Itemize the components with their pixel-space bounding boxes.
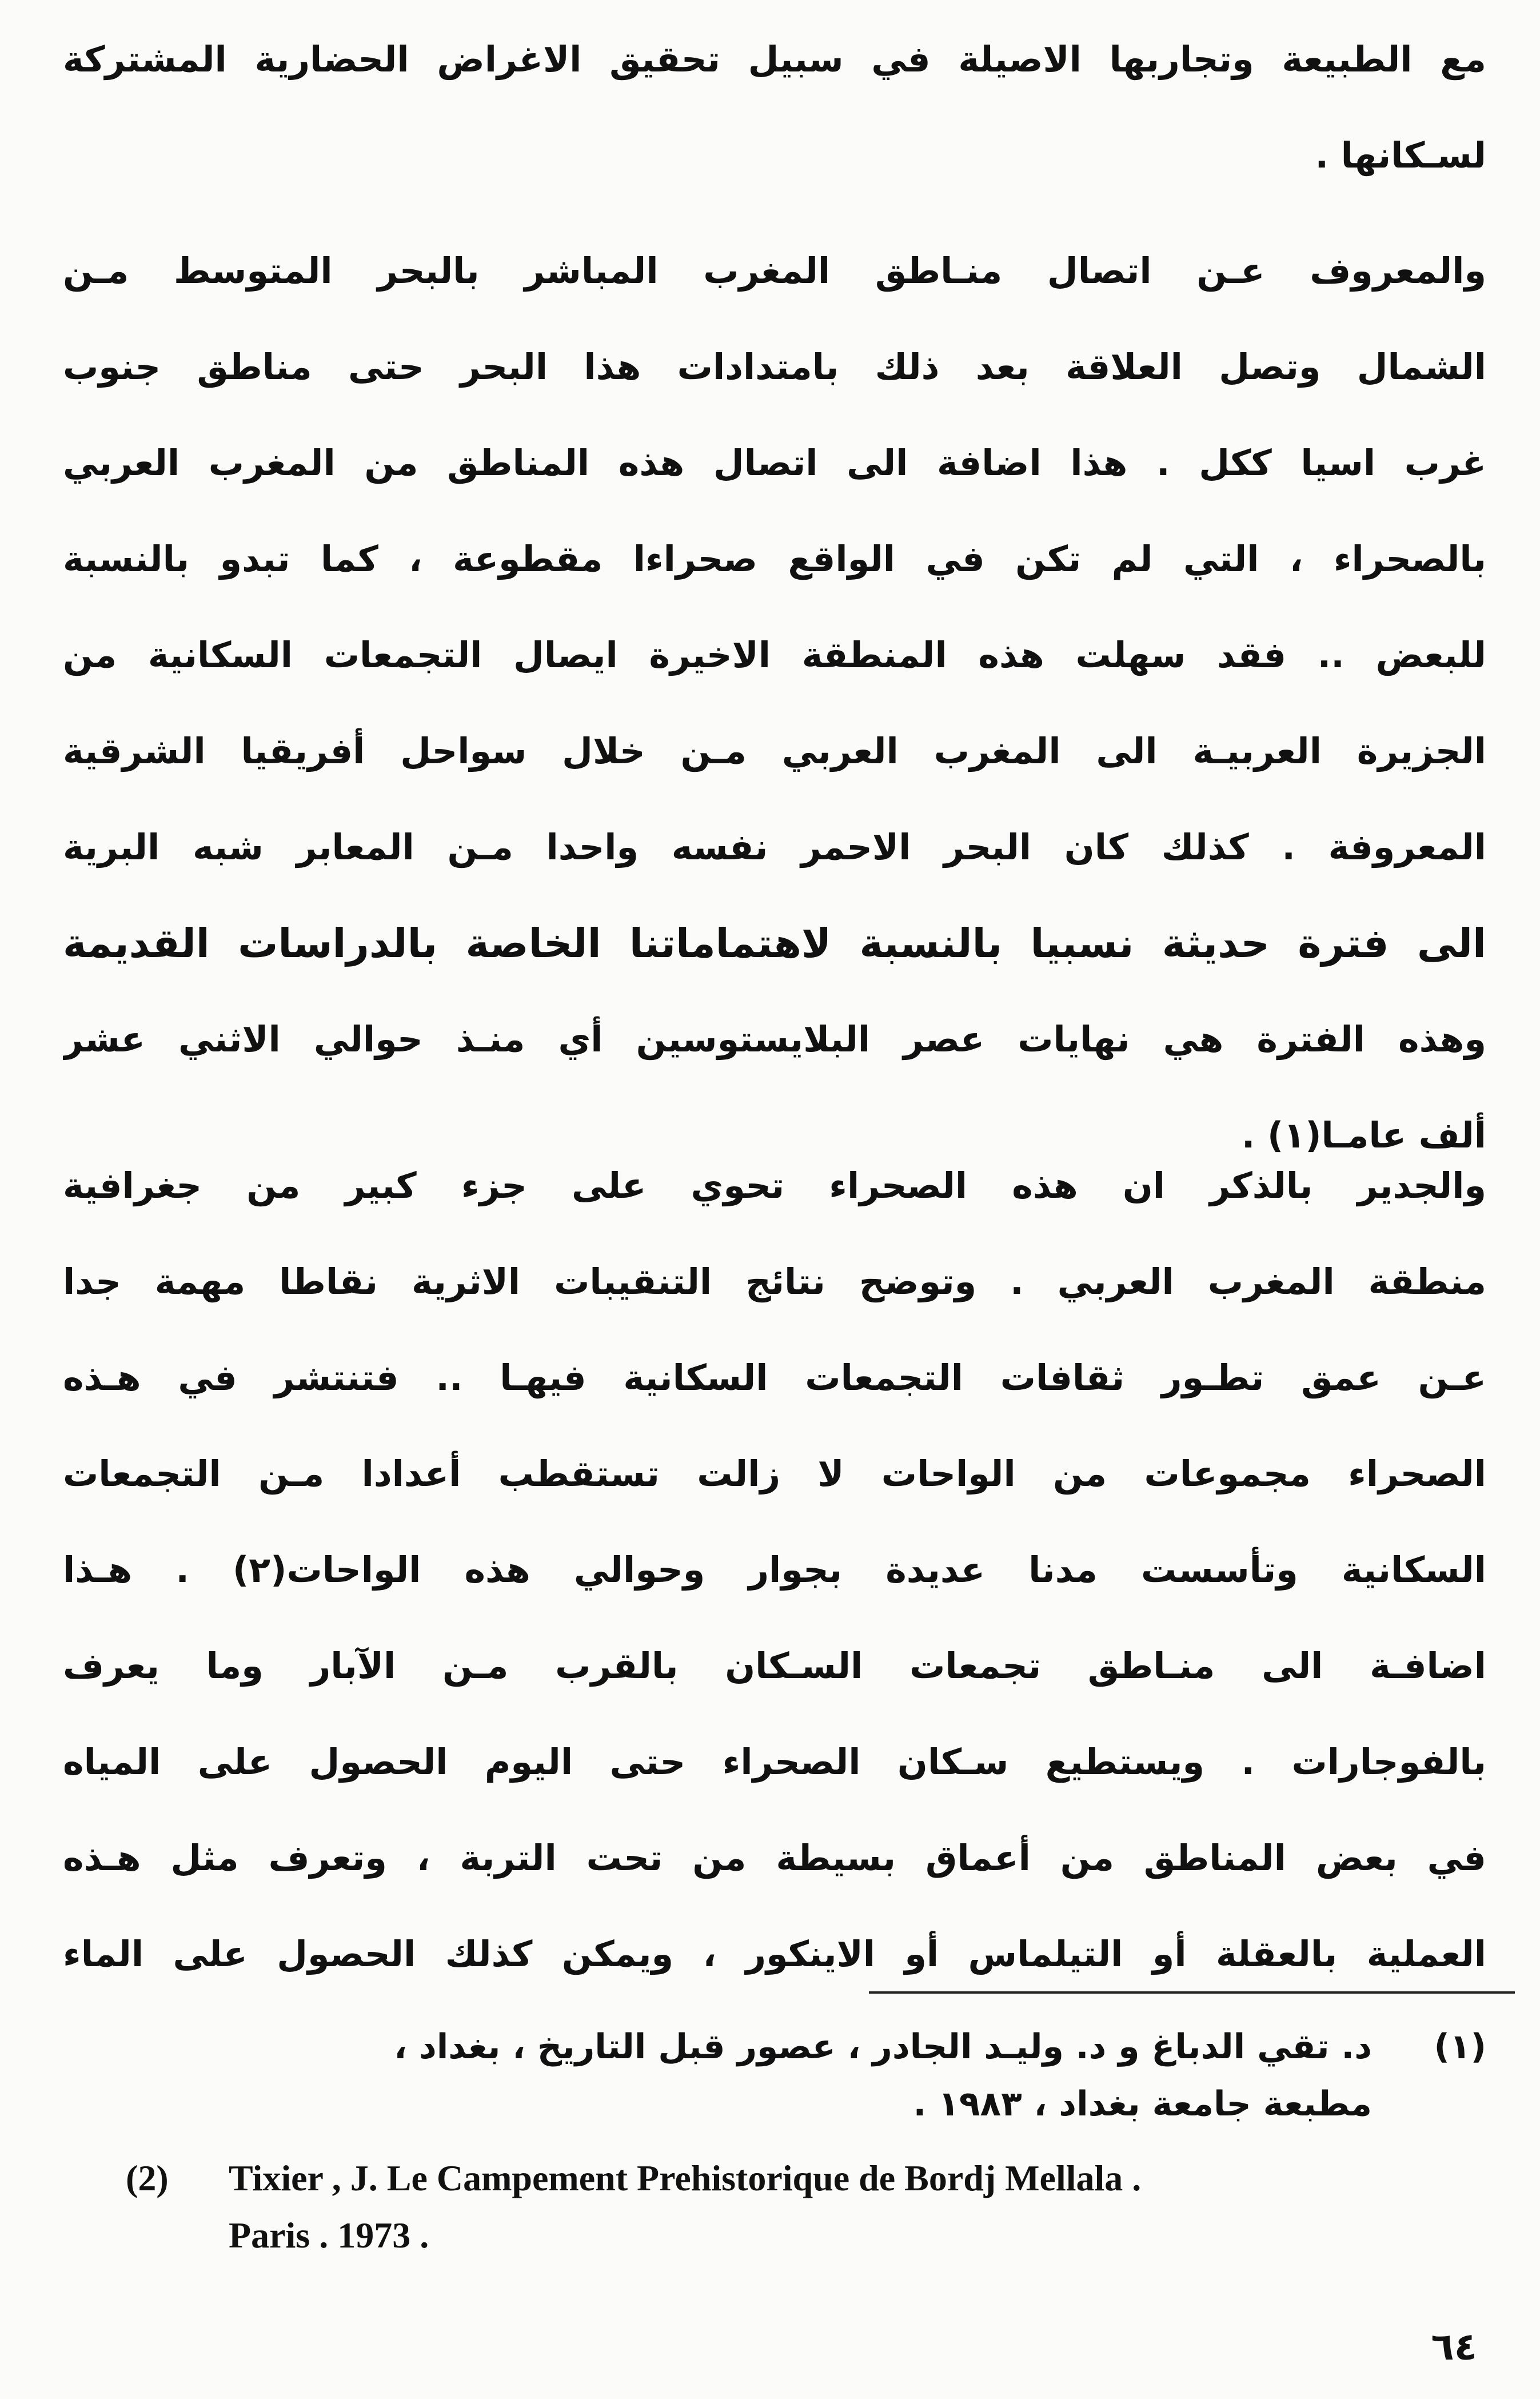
- paragraph-2: [63, 223, 1486, 1183]
- footnote-number: (١): [1434, 2027, 1486, 2067]
- paragraph-3: [63, 1138, 1486, 2002]
- text-line: المعروفة . كذلك كان البحر الاحمر نفسه واحدا مـن المعابر شبه البرية: [63, 826, 1486, 868]
- footnote-2: [86, 2150, 1486, 2264]
- text-line: بالفوجارات . ويستطيع سـكان الصحراء حتى اليوم الحصول على المياه: [63, 1741, 1486, 1783]
- text-line: الى فترة حديثة نسبيا بالنسبة لاهتماماتنا الخاصة بالدراسات القديمة: [63, 920, 1486, 967]
- text-line: منطقة المغرب العربي . وتوضح نتائج التنقيبات الاثرية نقاطا مهمة جدا: [63, 1261, 1486, 1302]
- footnote-line: Paris . 1973 .: [229, 2215, 429, 2255]
- text-line: غرب اسيا ككل . هذا اضافة الى اتصال هذه المناطق من المغرب العربي: [63, 442, 1486, 484]
- text-line: ألف عامـا(١) .: [1241, 1114, 1486, 1156]
- text-line: العملية بالعقلة أو التيلماس أو الاينكور ، ويمكن كذلك الحصول على الماء: [63, 1933, 1486, 1975]
- page-number: ٦٤: [1431, 2325, 1477, 2369]
- text-line: السكانية وتأسست مدنا عديدة بجوار وحوالي هذه الواحات(٢) . هـذا: [63, 1549, 1486, 1591]
- paragraph-1: [63, 11, 1486, 204]
- text-line: وهذه الفترة هي نهايات عصر البلايستوسين أي منـذ حوالي الاثني عشر: [63, 1018, 1486, 1060]
- text-line: عـن عمق تطـور ثقافات التجمعات السكانية فيهـا .. فتنتشر في هـذه: [63, 1357, 1486, 1398]
- footnote-line: مطبعة جامعة بغداد ، ١٩٨٣ .: [913, 2084, 1372, 2124]
- text-line: مع الطبيعة وتجاربها الاصيلة في سبيل تحقيق الاغراض الحضارية المشتركة: [63, 38, 1486, 80]
- text-line: بالصحراء ، التي لم تكن في الواقع صحراءا مقطوعة ، كما تبدو بالنسبة: [63, 538, 1486, 580]
- footnote-number: (2): [126, 2158, 169, 2198]
- footnote-line: د. تقي الدباغ و د. وليـد الجادر ، عصور قبل التاريخ ، بغداد ،: [394, 2027, 1372, 2067]
- text-line: الجزيرة العربيـة الى المغرب العربي مـن خلال سواحل أفريقيا الشرقية: [63, 730, 1486, 772]
- text-line: للبعض .. فقد سهلت هذه المنطقة الاخيرة ايصال التجمعات السكانية من: [63, 634, 1486, 676]
- text-line: والجدير بالذكر ان هذه الصحراء تحوي على جزء كبير من جغرافية: [63, 1165, 1486, 1206]
- text-line: لسـكانها .: [1315, 134, 1486, 176]
- text-line: والمعروف عـن اتصال منـاطق المغرب المباشر بالبحر المتوسط مـن: [63, 250, 1486, 292]
- footnote-divider: [869, 1991, 1515, 1994]
- text-line: في بعض المناطق من أعماق بسيطة من تحت التربة ، وتعرف مثل هـذه: [63, 1837, 1486, 1879]
- footnote-1: [86, 2018, 1486, 2133]
- text-line: الصحراء مجموعات من الواحات لا زالت تستقطب أعدادا مـن التجمعات: [63, 1453, 1486, 1495]
- footnote-line: Tixier , J. Le Campement Prehistorique de Bordj Mellala .: [229, 2158, 1142, 2198]
- text-line: اضافـة الى منـاطق تجمعات السـكان بالقرب مـن الآبار وما يعرف: [63, 1645, 1486, 1687]
- text-line: الشمال وتصل العلاقة بعد ذلك بامتدادات هذا البحر حتى مناطق جنوب: [63, 346, 1486, 388]
